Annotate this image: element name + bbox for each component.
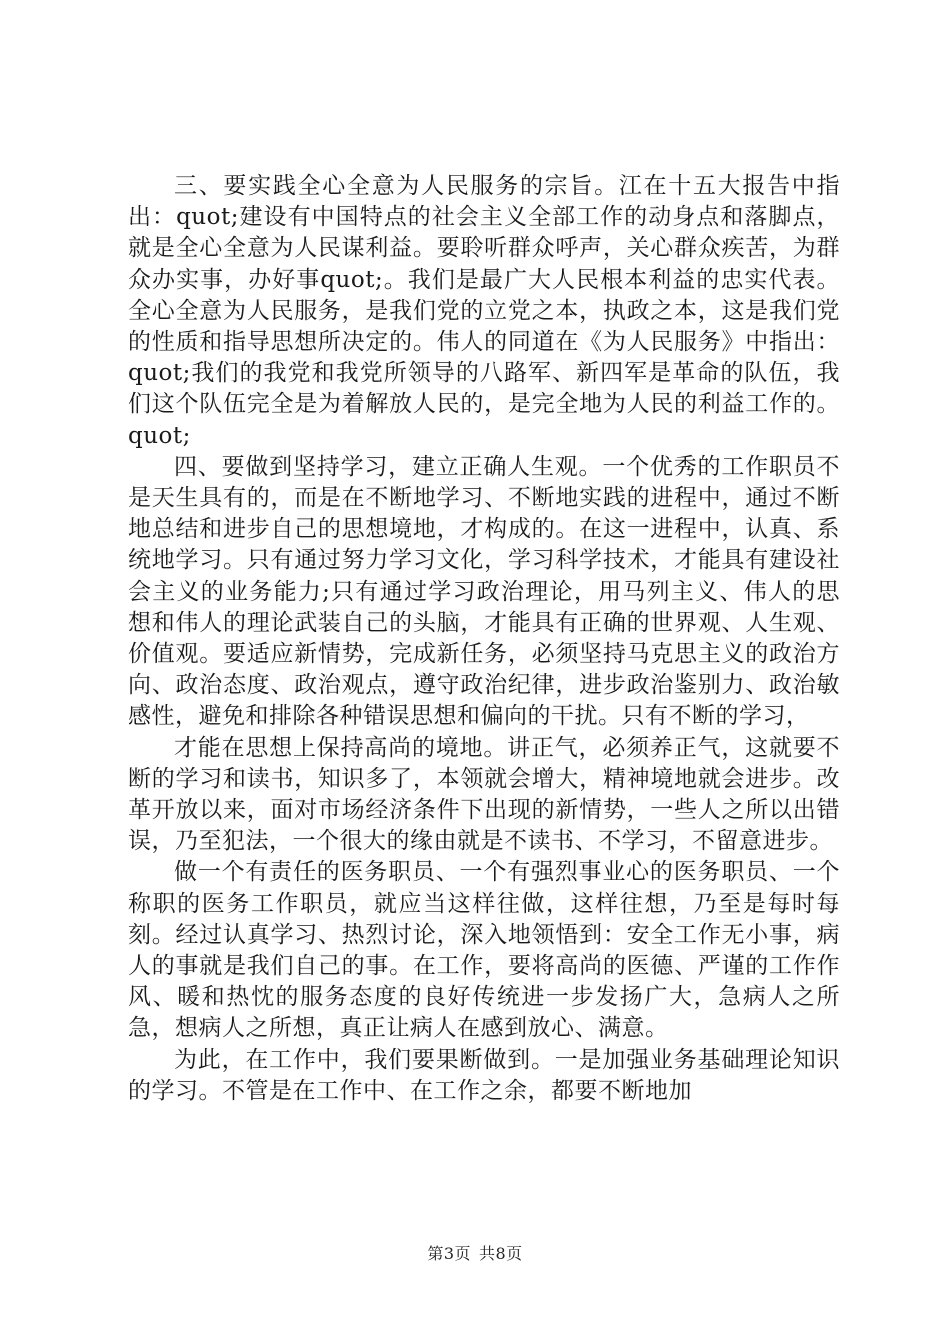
- paragraph-medical-staff: 做一个有责任的医务职员、一个有强烈事业心的医务职员、一个称职的医务工作职员，就应当这样往做，这样往想，乃至是每时每刻。经过认真学习、热烈讨论，深入地领悟到：安全工作无小事，病人的事就是我们自己的事。在工作，要将高尚的医德、严谨的工作作风、暖和热忱的服务态度的良好传统进一步发扬广大，急病人之所急，想病人之所想，真正让病人在感到放心、满意。: [128, 859, 840, 1042]
- page-number: 第3页: [427, 1244, 471, 1263]
- page-footer: [0, 1241, 950, 1264]
- paragraph-study-continued: 才能在思想上保持高尚的境地。讲正气，必须养正气，这就要不断的学习和读书，知识多了，本领就会增大，精神境地就会进步。改革开放以来，面对市场经济条件下出现的新情势，一些人之所以出错误，乃至犯法，一个很大的缘由就是不读书、不学习，不留意进步。: [128, 734, 840, 855]
- paragraph-measures: 为此，在工作中，我们要果断做到。一是加强业务基础理论知识的学习。不管是在工作中、在工作之余，都要不断地加: [128, 1046, 840, 1104]
- paragraph-4-study: 四、要做到坚持学习，建立正确人生观。一个优秀的工作职员不是天生具有的，而是在不断地学习、不断地实践的进程中，通过不断地总结和进步自己的思想境地，才构成的。在这一进程中，认真、系统地学习。只有通过努力学习文化，学习科学技术，才能具有建设社会主义的业务能力;只有通过学习政治理论，用马列主义、伟人的思想和伟人的理论武装自己的头脑，才能具有正确的世界观、人生观、价值观。要适应新情势，完成新任务，必须坚持马克思主义的政治方向、政治态度、政治观点，遵守政治纪律，进步政治鉴别力、政治敏感性，避免和排除各种错误思想和偏向的干扰。只有不断的学习，: [128, 453, 840, 730]
- document-body: [128, 171, 840, 1107]
- paragraph-3-practice-service: 三、要实践全心全意为人民服务的宗旨。江在十五大报告中指出：quot;建设有中国特点的社会主义全部工作的动身点和落脚点，就是全心全意为人民谋利益。要聆听群众呼声，关心群众疾苦，为群众办实事，办好事quot;。我们是最广大人民根本利益的忠实代表。全心全意为人民服务，是我们党的立党之本，执政之本，这是我们党的性质和指导思想所决定的。伟人的同道在《为人民服务》中指出：quot;我们的我党和我党所领导的八路军、新四军是革命的队伍，我们这个队伍完全是为着解放人民的，是完全地为人民的利益工作的。quot;: [128, 173, 840, 449]
- page-total: 共8页: [479, 1244, 523, 1263]
